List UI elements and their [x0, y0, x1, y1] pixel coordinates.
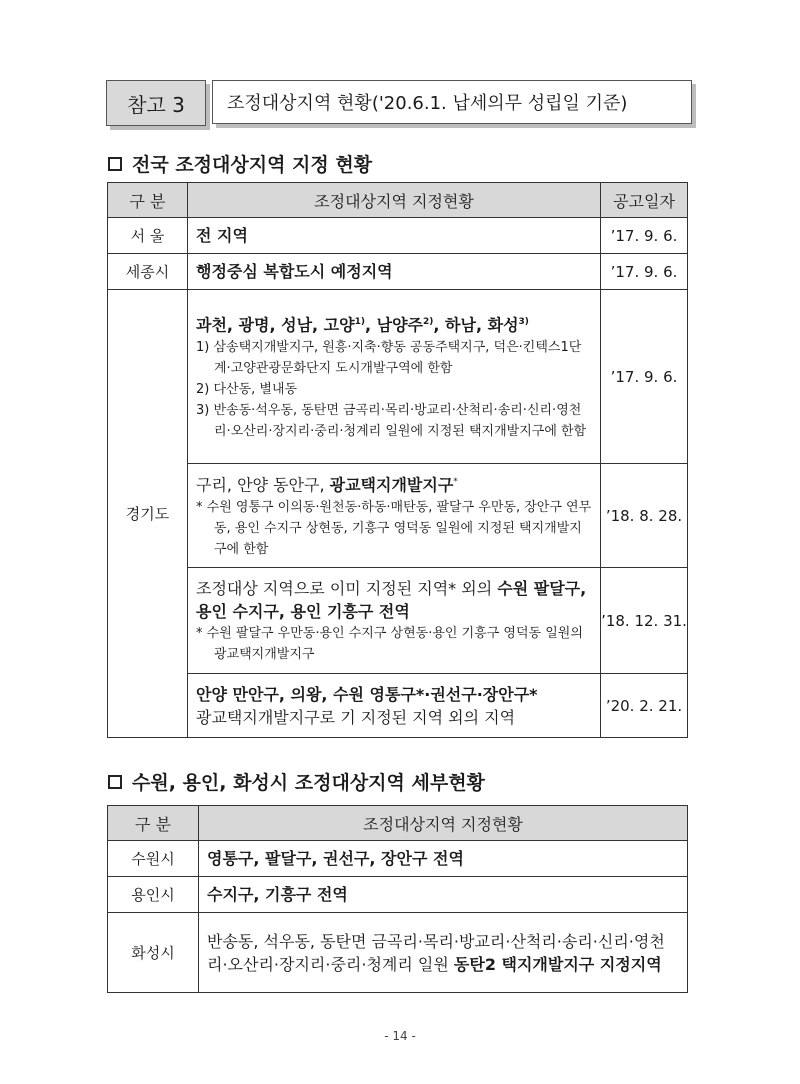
- reference-title-text: 조정대상지역 현황('20.6.1. 납세의무 성립일 기준): [227, 93, 628, 114]
- reference-label: [106, 80, 206, 126]
- table-row-gyeonggi-2: [108, 464, 688, 568]
- header-status: 조정대상지역 지정현황: [188, 183, 601, 218]
- gyeonggi-cities: 과천, 광명, 성남, 고양$^{1)}$, 남양주$^{2)}$, 하남, 화성$^{3)}$: [196, 315, 529, 335]
- nationwide-table: [107, 182, 688, 738]
- gyeonggi-block3-main: 조정대상 지역으로 이미 지정된 지역* 외의 수원 팔달구, 용인 수지구, 용인 기흥구 전역: [196, 578, 587, 621]
- status-cell: 수지구, 기흥구 전역: [199, 877, 688, 913]
- gyeonggi-block4-main: 안양 만안구, 의왕, 수원 영통구*·권선구·장안구*: [196, 684, 538, 704]
- date-cell: ’18. 8. 28.: [601, 464, 688, 568]
- status-cell: [188, 674, 601, 738]
- table-row-sejong: [108, 254, 688, 290]
- reference-title: [212, 80, 692, 124]
- region-cell: 수원시: [108, 841, 199, 877]
- footnote-2: 2) 다산동, 별내동: [196, 381, 298, 397]
- gyeonggi-block2-main: 구리, 안양 동안구, 광교택지개발지구*: [196, 475, 458, 495]
- table-row-gyeonggi-1: [108, 290, 688, 464]
- status-cell: 반송동, 석우동, 동탄면 금곡리·목리·방교리·산척리·송리·신리·영천리·오산리·장지리·중리·청계리 일원 동탄2 택지개발지구 지정지역: [199, 913, 688, 993]
- date-cell: ’17. 9. 6.: [601, 218, 688, 254]
- gyeonggi-block4-sub: 광교택지개발지구로 기 지정된 지역 외의 지역: [196, 707, 516, 727]
- page-number: - 14 -: [384, 1029, 416, 1043]
- region-cell: 화성시: [108, 913, 199, 993]
- reference-label-text: 참고 3: [127, 92, 185, 117]
- section2-heading: [108, 768, 485, 795]
- status-cell: 영통구, 팔달구, 권선구, 장안구 전역: [199, 841, 688, 877]
- header-status: 조정대상지역 지정현황: [199, 806, 688, 841]
- date-cell: ’18. 12. 31.: [601, 568, 688, 674]
- detail-table: [107, 805, 688, 993]
- table-header-row: [108, 183, 688, 218]
- table-row-seoul: [108, 218, 688, 254]
- table-row-gyeonggi-3: [108, 568, 688, 674]
- region-cell: 서 울: [108, 218, 188, 254]
- footnote-1: 1) 삼송택지개발지구, 원흥·지축·향동 공동주택지구, 덕은·킨텍스1단계·고양관광문화단지 도시개발구역에 한함: [196, 339, 582, 376]
- status-cell: 행정중심 복합도시 예정지역: [188, 254, 601, 290]
- region-cell-gyeonggi: 경기도: [108, 290, 188, 738]
- table-row-gyeonggi-4: [108, 674, 688, 738]
- header-category: 구 분: [108, 183, 188, 218]
- date-cell: ’17. 9. 6.: [601, 290, 688, 464]
- region-cell: 세종시: [108, 254, 188, 290]
- header-category: 구 분: [108, 806, 199, 841]
- header-date: 공고일자: [601, 183, 688, 218]
- table-row-yongin: [108, 877, 688, 913]
- date-cell: ’17. 9. 6.: [601, 254, 688, 290]
- table-row-hwaseong: [108, 913, 688, 993]
- status-cell: [188, 290, 601, 464]
- section1-heading: [108, 150, 372, 177]
- status-cell: 전 지역: [188, 218, 601, 254]
- section2-heading-text: 수원, 용인, 화성시 조정대상지역 세부현황: [132, 772, 485, 794]
- checkbox-square-icon: [108, 775, 122, 789]
- table-header-row: [108, 806, 688, 841]
- footnote-star: * 수원 팔달구 우만동·용인 수지구 상현동·용인 기흥구 영덕동 일원의 광교택지개발지구: [196, 625, 583, 662]
- section1-heading-text: 전국 조정대상지역 지정 현황: [132, 154, 373, 176]
- footnote-star: * 수원 영통구 이의동·원천동·하동·매탄동, 팔달구 우만동, 장안구 연무동, 용인 수지구 상현동, 기흥구 영덕동 일원에 지정된 택지개발지구에 한함: [196, 499, 592, 557]
- date-cell: ’20. 2. 21.: [601, 674, 688, 738]
- status-cell: [188, 568, 601, 674]
- status-cell: [188, 464, 601, 568]
- checkbox-square-icon: [108, 157, 122, 171]
- region-cell: 용인시: [108, 877, 199, 913]
- footnote-3: 3) 반송동·석우동, 동탄면 금곡리·목리·방교리·산척리·송리·신리·영천리·오산리·장지리·중리·청계리 일원에 지정된 택지개발지구에 한함: [196, 402, 587, 439]
- table-row-suwon: [108, 841, 688, 877]
